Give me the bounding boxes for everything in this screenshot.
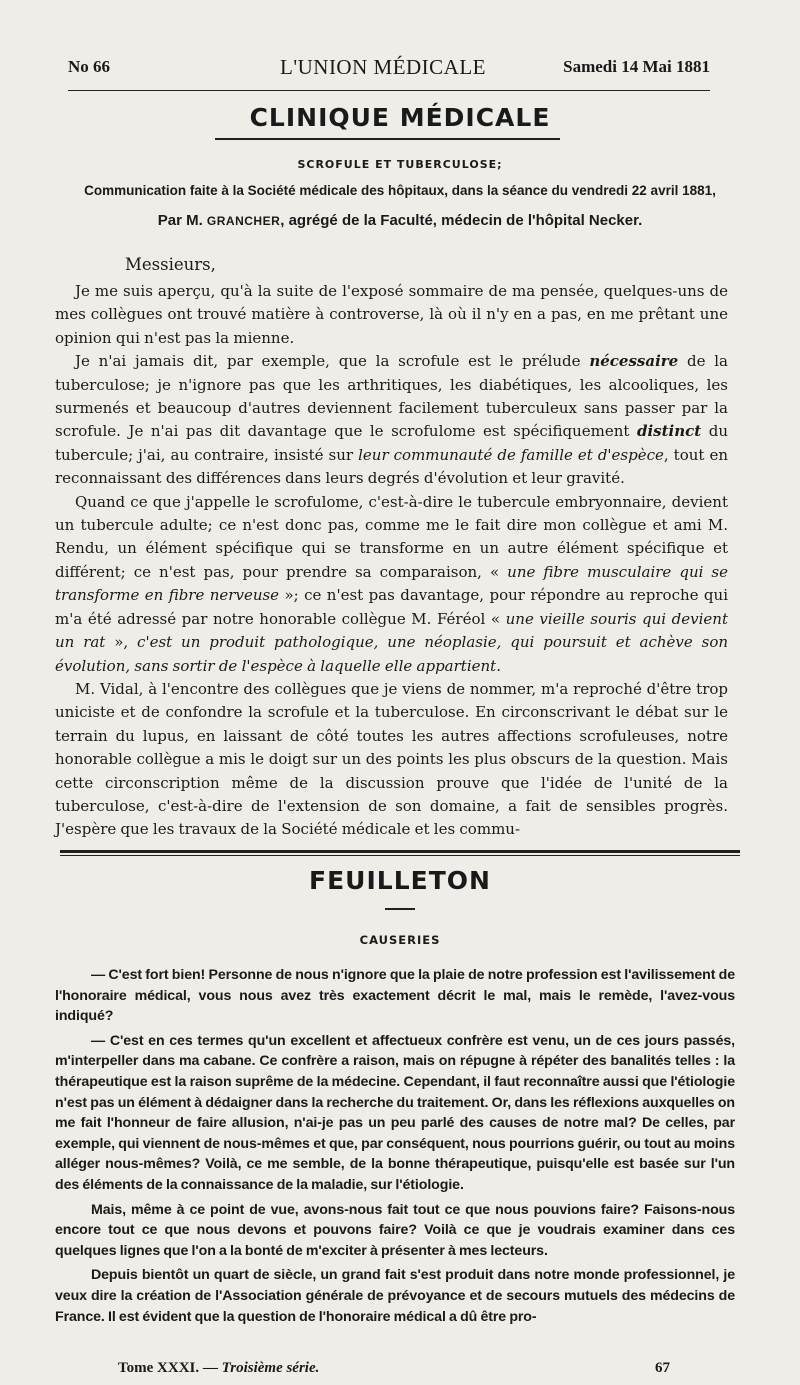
emphasis: c'est un produit pathologique, une néoplasie, qui poursuit et achève son évolution, sans sortir de l'espèce à laquelle elle appartient. xyxy=(55,633,729,675)
text-run: Je n'ai jamais dit, par exemple, que la scrofule est le prélude xyxy=(75,352,590,371)
title-underline xyxy=(215,138,560,140)
emphasis: une fibre musculaire qui se transforme en fibre nerveuse xyxy=(55,562,728,605)
author-prefix: Par M. xyxy=(157,212,207,229)
author-line xyxy=(40,212,760,229)
paragraph: Mais, même à ce point de vue, avons-nous fait tout ce que nous pouvions faire? Faisons-nous encore tout ce que nous devons et pouvons faire? Voilà ce que je voudrais examiner dans ces quelques lignes que l'on a la bonté de m'exciter à présenter à mes lecteurs. xyxy=(55,1201,735,1259)
text-run: , tout en reconnaissant des différences dans leurs degrés d'évolution et leur gravité. xyxy=(55,445,728,488)
paragraph: — C'est en ces termes qu'un excellent et affectueux confrère est venu, un de ces jours passés, m'interpeller dans ma cabane. Ce confrère a raison, mais on répugne à répéter des banalités telles : la thérapeutique est la raison suprême de la médecine. Cependant, il faut reconnaître aussi que l'étiologie n'est pas un élément à dédaigner dans la recherche du traitement. Or, dans les réflexions auxquelles on me fait l'honneur de faire allusion, n'ai-je pas un peu parlé des causes de notre mal? De celles, par exemple, qui viennent de nous-mêmes et que, par conséquent, nous pourrions guérir, ou tout au moins alléger nous-mêmes? Voilà, ce me semble, de la bonne thérapeutique, puisqu'elle est basée sur l'un des éléments de la connaissance de la maladie, sur l'étiologie. xyxy=(55,1032,735,1193)
salutation: Messieurs, xyxy=(125,255,216,274)
text-run: du tubercule; j'ai, au contraire, insisté sur xyxy=(55,422,728,464)
text-run: Je me suis aperçu, qu'à la suite de l'exposé sommaire de ma pensée, quelques-uns de mes collègues ont trouvé matière à controverse, là où il n'y en a pas, en me prêtant une opinion qui n'est pas la mienne. xyxy=(55,282,728,347)
paragraph xyxy=(55,350,728,490)
series-label: Troisième série. xyxy=(221,1360,320,1376)
text-run: », xyxy=(105,633,138,652)
feuilleton-subtitle: CAUSERIES xyxy=(359,933,441,947)
paragraph xyxy=(55,678,728,842)
running-header xyxy=(68,55,710,83)
feuilleton-dash xyxy=(385,908,415,910)
article-subtitle: SCROFULE ET TUBERCULOSE; xyxy=(297,158,503,171)
page-number: 67 xyxy=(655,1360,670,1376)
section-title-clinique: CLINIQUE MÉDICALE xyxy=(249,103,551,132)
emphasis: leur communauté de famille et d'espèce xyxy=(358,445,664,464)
author-name: GRANCHER xyxy=(206,214,281,228)
paragraph: Depuis bientôt un quart de siècle, un grand fait s'est produit dans notre monde professionnel, je veux dire la création de l'Association générale de prévoyance et de secours mutuels des médecins de France. Il est évident que la question de l'honoraire médical a dû être pro- xyxy=(55,1267,735,1325)
section-title-feuilleton: FEUILLETON xyxy=(309,866,491,895)
section-divider-thick xyxy=(60,850,740,853)
issue-number: No 66 xyxy=(68,57,111,76)
volume-number: Tome XXXI. — xyxy=(118,1360,222,1376)
communication-line: Communication faite à la Société médicale des hôpitaux, dans la séance du vendredi 22 avril 1881, xyxy=(84,183,716,198)
volume-info xyxy=(118,1360,319,1377)
journal-title: L'UNION MÉDICALE xyxy=(280,55,487,79)
text-run: Quand ce que j'appelle le scrofulome, c'est-à-dire le tubercule embryonnaire, devient un tubercule adulte; ce n'est donc pas, comme me le fait dire mon collègue et ami M. Rendu, un élément spécifique qui se transforme en un autre élément spécifique et différent; ce n'est pas, pour prendre sa comparaison, « xyxy=(55,492,728,581)
header-divider xyxy=(68,90,710,91)
section-divider-thin xyxy=(60,855,740,856)
paragraph: — C'est fort bien! Personne de nous n'ignore que la plaie de notre profession est l'avilissement de l'honoraire médical, vous nous avez très exactement décrit le mal, mais le remède, l'avez-vous indiqué? xyxy=(55,967,735,1025)
issue-date: Samedi 14 Mai 1881 xyxy=(563,57,710,76)
clinique-body xyxy=(55,280,728,842)
feuilleton-body xyxy=(55,965,735,1331)
emphasis: distinct xyxy=(636,422,702,441)
emphasis: nécessaire xyxy=(589,352,679,371)
paragraph xyxy=(55,491,728,678)
text-run: de la tuberculose; je n'ignore pas que les arthritiques, les diabétiques, les alcooliques, les surmenés et beaucoup d'autres deviennent facilement tuberculeux sans passer par la scrofule. Je n'ai pas dit davantage que le scrofulome est spécifiquement xyxy=(55,352,728,441)
author-suffix: , agrégé de la Faculté, médecin de l'hôpital Necker. xyxy=(280,212,643,229)
paragraph xyxy=(55,280,728,350)
text-run: M. Vidal, à l'encontre des collègues que je viens de nommer, m'a reproché d'être trop uniciste et de confondre la scrofule et la tuberculose. En circonscrivant le débat sur le terrain du lupus, en laissant de côté toutes les autres affections scrofuleuses, notre honorable collègue a mis le doigt sur un des points les plus obscurs de la question. Mais cette circonscription même de la discussion prouve que l'idée de l'unité de la tuberculose, c'est-à-dire de l'extension de son domaine, a fait de sensibles progrès. J'espère que les travaux de la Société médicale et les commu- xyxy=(55,679,728,839)
emphasis: une vieille souris qui devient un rat xyxy=(55,609,728,652)
text-run: »; ce n'est pas davantage, pour répondre au reproche qui m'a été adressé par notre honorable collègue M. Féréol « xyxy=(55,586,728,628)
